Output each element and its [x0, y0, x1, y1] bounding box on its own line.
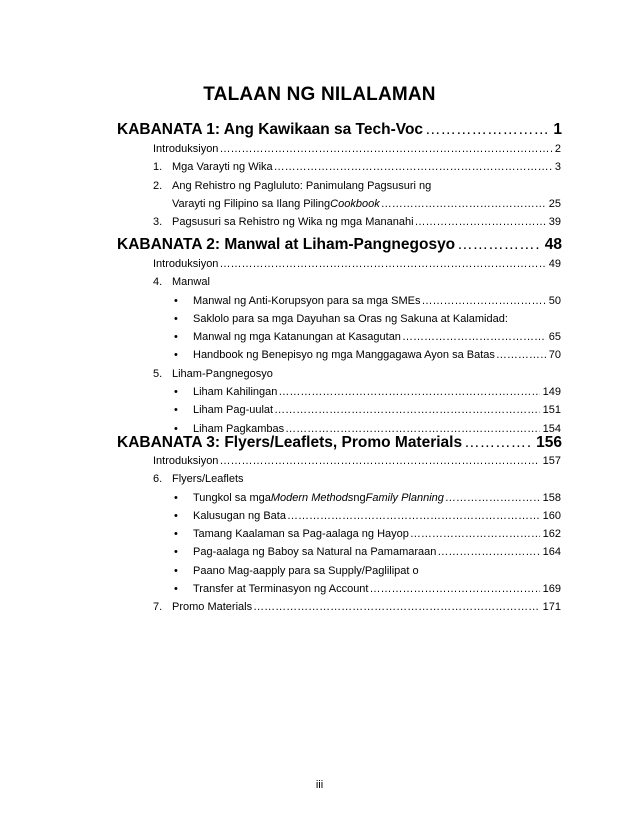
chapter-3-entries [153, 455, 561, 620]
bullet-icon: • [174, 294, 178, 307]
toc-bullet-item: • Tungkol sa mga Modern Methods ng Family Planning ……………………………………………………………………………………………………………………………………………………… 158 [153, 492, 561, 510]
chapter-page: 1 [553, 121, 562, 138]
bullet-icon: • [174, 491, 178, 504]
toc-entry-introduksiyon: Introduksiyon ……………………………………………………………………………………………………………………………………………………… 157 [153, 455, 561, 473]
chapter-1-entries [153, 143, 561, 234]
page-title: TALAAN NG NILALAMAN [203, 84, 436, 105]
toc-bullet-item: • Liham Pagkambas ……………………………………………………………………………………………………………………………………………………… 154 [153, 423, 561, 441]
chapter-page: 48 [544, 236, 562, 253]
toc-bullet-item: • Manwal ng mga Katanungan at Kasagutan ……………………………………………………………………………………………………………………………………………………… 65 [153, 331, 561, 349]
toc-entry-5: 5. Liham-Pangnegosyo [153, 367, 273, 380]
toc-bullet-item: • Transfer at Terminasyon ng Account ……………………………………………………………………………………………………………………………………………………… 169 [153, 583, 561, 601]
toc-bullet-item: • Tamang Kaalaman sa Pag-aalaga ng Hayop ……………………………………………………………………………………………………………………………………………………… 162 [153, 528, 561, 546]
toc-bullet-item: • Kalusugan ng Bata ……………………………………………………………………………………………………………………………………………………… 160 [153, 510, 561, 528]
chapter-3-heading [117, 434, 562, 452]
toc-bullet-item: • Liham Pag-uulat ……………………………………………………………………………………………………………………………………………………… 151 [153, 404, 561, 422]
toc-entry-introduksiyon: Introduksiyon ……………………………………………………………………………………………………………………………………………………… 2 [153, 143, 561, 161]
page-number: iii [315, 779, 324, 791]
bullet-icon: • [174, 564, 178, 577]
bullet-icon: • [174, 386, 178, 399]
toc-entry-1: 1. Mga Varayti ng Wika ……………………………………………………………………………………………………………………………………………………… 3 [153, 161, 561, 179]
toc-bullet-item: • Pag-aalaga ng Baboy sa Natural na Pamamaraan ……………………………………………………………………………………………………………………………………………………… 164 [153, 546, 561, 564]
toc-entry-6: 6. Flyers/Leaflets [153, 473, 244, 486]
toc-bullet-item: • Manwal ng Anti-Korupsyon para sa mga SMEs ……………………………………………………………………………………………………………………………………………………… 50 [153, 295, 561, 313]
bullet-icon: • [174, 528, 178, 541]
chapter-title: KABANATA 1: Ang Kawikaan sa Tech-Voc [117, 121, 424, 138]
toc-entry-2: 2. Ang Rehistro ng Pagluluto: Panimulang Pagsusuri ng [153, 179, 432, 192]
chapter-2-heading [117, 236, 562, 254]
toc-entry-introduksiyon: Introduksiyon ……………………………………………………………………………………………………………………………………………………… 49 [153, 258, 561, 276]
toc-bullet-item: • Paano Mag-aapply para sa Supply/Paglilipat o [174, 564, 419, 577]
chapter-1-heading [117, 121, 562, 139]
toc-bullet-item: • Saklolo para sa mga Dayuhan sa Oras ng Sakuna at Kalamidad: [174, 312, 508, 325]
bullet-icon: • [174, 331, 178, 344]
toc-bullet-item: • Handbook ng Benepisyo ng mga Manggagawa Ayon sa Batas ……………………………………………………………………………………………………………………………………………………… 70 [153, 349, 561, 367]
bullet-icon: • [174, 546, 178, 559]
bullet-icon: • [174, 583, 178, 596]
bullet-icon: • [174, 422, 178, 435]
bullet-icon: • [174, 509, 178, 522]
toc-entry-2-continued: Varayti ng Filipino sa Ilang Piling Cookbook ……………………………………………………………………………………………………………………………………………………… 25 [153, 198, 561, 216]
toc-entry-7: 7. Promo Materials ……………………………………………………………………………………………………………………………………………………… 171 [153, 601, 561, 619]
toc-entry-4: 4. Manwal [153, 276, 210, 289]
bullet-icon: • [174, 349, 178, 362]
toc-entry-3: 3. Pagsusuri sa Rehistro ng Wika ng mga Mananahi ……………………………………………………………………………………………………………………………………………………… 39 [153, 216, 561, 234]
toc-bullet-item: • Liham Kahilingan ……………………………………………………………………………………………………………………………………………………… 149 [153, 386, 561, 404]
chapter-title: KABANATA 3: Flyers/Leaflets, Promo Materials [117, 434, 463, 451]
chapter-2-entries [153, 258, 561, 441]
chapter-title: KABANATA 2: Manwal at Liham-Pangnegosyo [117, 236, 456, 253]
chapter-page: 156 [536, 434, 562, 451]
bullet-icon: • [174, 404, 178, 417]
bullet-icon: • [174, 312, 178, 325]
